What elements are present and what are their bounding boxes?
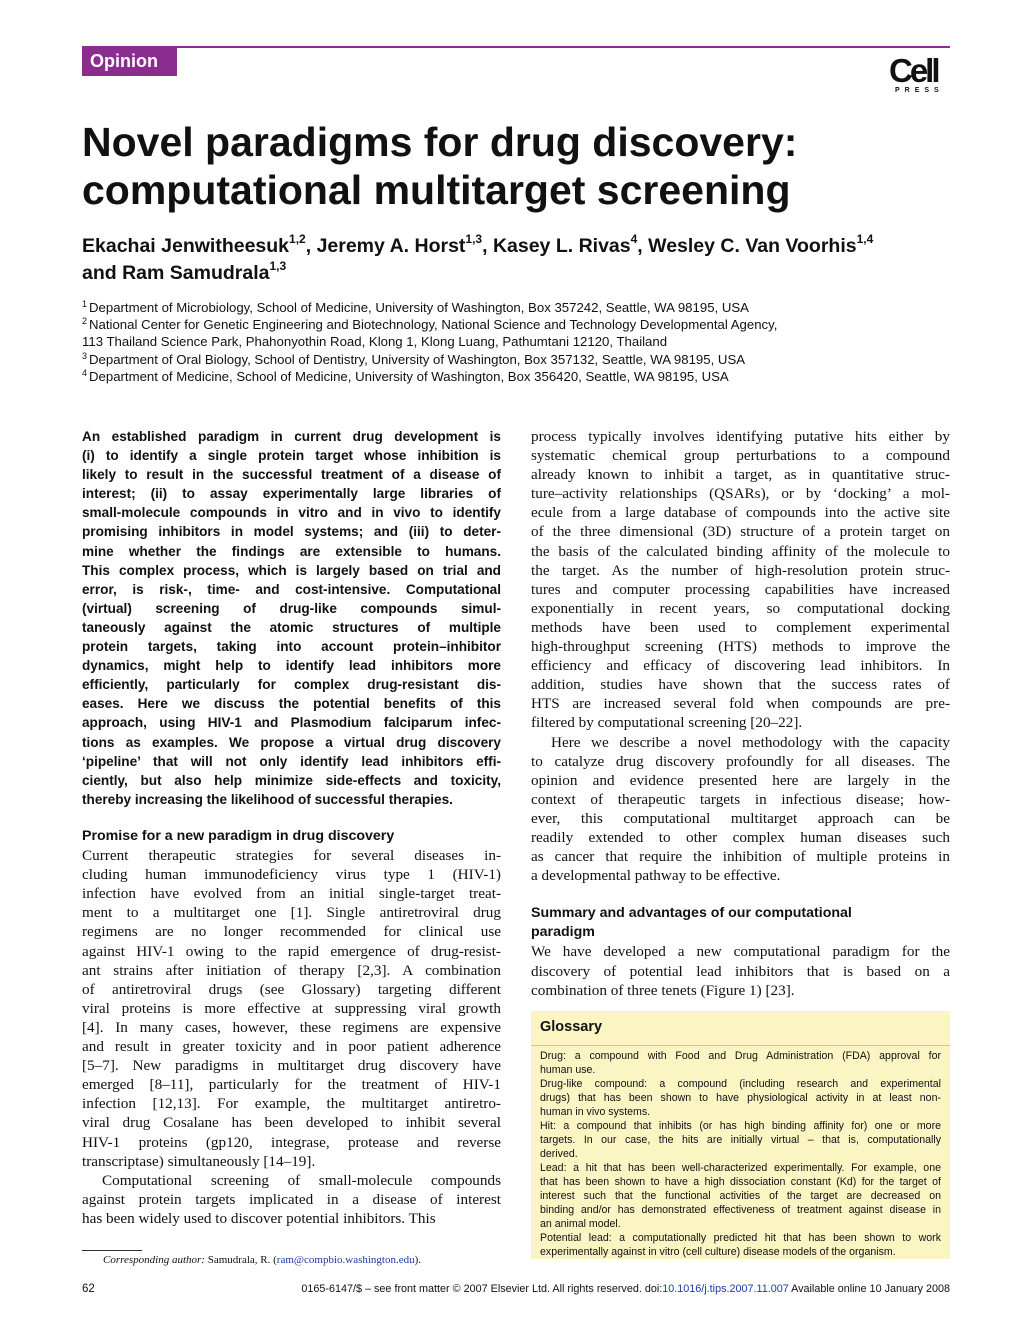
affiliation <box>82 351 962 368</box>
abstract-line: small-molecule compounds in vitro and in vivo to identify <box>82 505 501 521</box>
glossary-line: human use. <box>540 1064 596 1076</box>
abstract-line: protein targets, taking into account protein–inhibitor <box>82 639 501 655</box>
page-number: 62 <box>82 1283 95 1295</box>
logo-sub: PRESS <box>895 87 944 94</box>
body-line: regimens are no longer recommended for clinical use <box>82 923 501 941</box>
body-line: opinion and evidence presented here are largely in the <box>531 771 950 789</box>
logo-word: Cell <box>889 52 938 89</box>
corresponding-email[interactable]: ram@compbio.washington.edu <box>276 1254 415 1266</box>
body-line: and result in greater toxicity and in poor patient adherence <box>82 1038 501 1056</box>
glossary-body <box>540 1049 941 1259</box>
abstract-line: approach, using HIV-1 and Plasmodium falciparum infec- <box>82 715 501 731</box>
author-name: Ekachai Jenwitheesuk <box>82 235 290 257</box>
glossary-line: Lead: a hit that has been well-characterized experimentally. For example, one <box>540 1162 941 1174</box>
copyright: 0165-6147/$ – see front matter © 2007 Elsevier Ltd. All rights reserved. doi: <box>301 1283 663 1295</box>
abstract-line: likely to result in the successful treatment of a disease of <box>82 467 501 483</box>
abstract-line: ciently, but also help minimize side-effects and toxicity, <box>82 772 501 788</box>
body-line: transcriptase) simultaneously [14–19]. <box>82 1152 316 1170</box>
abstract-line: error, is risk-, time- and cost-intensive. Computational <box>82 581 501 597</box>
header-rule <box>82 46 950 48</box>
body-line: ment to a multitarget one [1]. Single antiretroviral drug <box>82 904 501 922</box>
author-line <box>82 260 962 287</box>
affiliation-number: 3 <box>82 350 88 361</box>
body-line: cluding human immunodeficiency virus type 1 (HIV-1) <box>82 866 501 884</box>
body-line: of the three dimensional (3D) structure of a protein target on <box>531 523 950 541</box>
doi-link[interactable]: 10.1016/j.tips.2007.11.007 <box>662 1283 789 1295</box>
corresponding-author: Corresponding author: Samudrala, R. (ram@compbio.washington.edu). <box>103 1254 422 1266</box>
right-column <box>531 427 950 1000</box>
author-affil: 1,3 <box>465 232 483 246</box>
affiliation <box>82 299 962 316</box>
affiliation <box>82 333 962 350</box>
body-line: as cancer that require the inhibition of multiple proteins in <box>531 848 950 866</box>
body-line: combination of three tenets (Figure 1) [23]. <box>531 981 795 999</box>
glossary-line: Drug-like compound: a compound (including research and experimental <box>540 1078 941 1090</box>
body-line: a developmental pathway to be effective. <box>531 867 781 885</box>
section-heading: paradigm <box>531 924 595 941</box>
body-line: discovery of potential lead inhibitors that is based on a <box>531 962 950 980</box>
body-line: emerged [8–11], particularly for the treatment of HIV-1 <box>82 1076 501 1094</box>
abstract-line: promising inhibitors in model systems; and (iii) to deter- <box>82 524 501 540</box>
author-affil: 4 <box>630 232 638 246</box>
body-line: systematic chemical group perturbations to a compound <box>531 447 950 465</box>
available-online: Available online 10 January 2008 <box>791 1283 950 1295</box>
author-list <box>82 233 962 287</box>
glossary-line: Potential lead: a computationally predicted hit that has been shown to work <box>540 1232 941 1244</box>
affiliation <box>82 316 962 333</box>
affiliation-text: Department of Medicine, School of Medicine, University of Washington, Box 356420, Seattle, WA 98195, USA <box>89 368 729 384</box>
abstract-line: interest; (ii) to assay experimentally large libraries of <box>82 486 501 502</box>
abstract-line: An established paradigm in current drug development is <box>82 429 501 444</box>
body-line: exponentially in recent years, so computational docking <box>531 599 950 617</box>
author-affil: 1,3 <box>269 259 287 273</box>
section-heading: Promise for a new paradigm in drug discovery <box>82 828 395 844</box>
body-line: Computational screening of small-molecule compounds <box>102 1171 501 1189</box>
body-line: to catalyze drug discovery profoundly for all diseases. The <box>531 752 950 770</box>
body-line: the target. As the number of high-resolution protein struc- <box>531 561 950 579</box>
abstract-line: taneously against the atomic structures of multiple <box>82 619 501 635</box>
body-line: efficiency and efficacy of discovering lead inhibitors. In <box>531 657 950 675</box>
author-affil: 1,4 <box>856 232 874 246</box>
footer-meta <box>301 1283 950 1295</box>
article-title <box>82 118 942 214</box>
left-body <box>82 846 501 1228</box>
affiliation <box>82 368 962 385</box>
body-line: of antiretroviral drugs (see Glossary) targeting different <box>82 980 501 998</box>
author-affil: 1,2 <box>289 232 306 246</box>
body-line: HTS are increased several fold when compounds are pre- <box>531 695 950 713</box>
right-body <box>531 427 950 885</box>
glossary-line: an animal model. <box>540 1218 621 1230</box>
body-line: has been widely used to discover potential inhibitors. This <box>82 1209 436 1227</box>
body-line: readily extended to other complex human diseases such <box>531 828 950 846</box>
author-line: Ekachai Jenwitheesuk$^{1,2}$, Jeremy A. Horst$^{1,3}$, Kasey L. Rivas$^4$, Wesley C. Van Voorhis$^{1,4}$ <box>82 232 874 257</box>
glossary-line: derived. <box>540 1148 578 1160</box>
glossary-line: targets. In our case, the hits are initially virtual – that is, computationally <box>540 1134 941 1146</box>
body-line: ever, this computational multitarget approach can be <box>531 809 950 827</box>
glossary-heading: Glossary <box>540 1019 603 1035</box>
body-line: ant strains after initiation of therapy [2,3]. A combination <box>82 961 501 979</box>
glossary-line: that has been shown to have a high dissociation constant (Kd) for the target of <box>540 1176 941 1188</box>
body-line: infection have evolved from an initial single-target treat- <box>82 885 501 903</box>
glossary-line: human in vivo systems. <box>540 1106 651 1118</box>
author-conjunction: and <box>82 262 123 284</box>
abstract-line: ‘pipeline’ that will not only identify lead inhibitors effi- <box>82 753 501 769</box>
body-line: addition, studies have shown that the success rates of <box>531 676 950 694</box>
affiliation-text: 113 Thailand Science Park, Phahonyothin Road, Klong 1, Klong Luang, Pathumtani 12120, Thailand <box>82 334 668 350</box>
author-name: Kasey L. Rivas <box>492 235 631 257</box>
abstract-line: (virtual) screening of drug-like compounds simul- <box>82 600 501 616</box>
body-line: ture–activity relationships (QSARs), or by ‘docking’ a mol- <box>531 485 950 503</box>
body-line: viral proteins is more effective at suppressing viral growth <box>82 999 501 1017</box>
body-line: process typically involves identifying putative hits either by <box>531 428 950 445</box>
section-heading: Summary and advantages of our computational <box>531 905 852 922</box>
affiliations <box>82 299 962 385</box>
author-name: Jeremy A. Horst <box>316 235 466 257</box>
affiliation-text: National Center for Genetic Engineering and Biotechnology, National Science and Technology Developmental Agency, <box>89 317 778 333</box>
abstract-line: (i) to identify a single protein target whose inhibition is <box>82 448 501 464</box>
body-line: Current therapeutic strategies for several diseases in- <box>82 847 501 865</box>
body-line: viral drug Cosalane has been developed to inhibit several <box>82 1114 501 1132</box>
section-tab: Opinion <box>82 46 177 76</box>
affiliation-number: 2 <box>82 316 88 327</box>
body-line: the basis of the calculated binding affinity of the molecule to <box>531 542 950 560</box>
body-line: tures and computer processing capabilities have increased <box>531 580 950 598</box>
corresponding-name: Samudrala, R. <box>207 1254 271 1266</box>
title-line: Novel paradigms for drug discovery: <box>82 119 798 165</box>
abstract-line: tions as examples. We propose a virtual drug discovery <box>82 734 501 750</box>
abstract-line: dynamics, might help to identify lead inhibitors more <box>82 658 501 674</box>
glossary-line: binding and/or has demonstrated effectiveness of treatment against disease in <box>540 1204 941 1216</box>
glossary-line: Drug: a compound with Food and Drug Administration (FDA) approval for <box>540 1050 941 1062</box>
affiliation-number: 4 <box>82 367 88 378</box>
affiliation-text: Department of Oral Biology, School of Dentistry, University of Washington, Box 357132, Seattle, WA 98195, USA <box>89 351 746 367</box>
abstract-line: eases. Here we discuss the potential benefits of this <box>82 696 501 712</box>
abstract <box>82 427 501 809</box>
body-line: filtered by computational screening [20–22]. <box>531 714 803 732</box>
body-line: against protein targets implicated in a disease of interest <box>82 1190 501 1208</box>
body-line: methods have been used to complement experimental <box>531 618 950 636</box>
body-line: against HIV-1 owing to the rapid emergence of drug-resist- <box>82 942 501 960</box>
body-line: We have developed a new computational paradigm for the <box>531 943 950 961</box>
right-body-2 <box>531 942 950 999</box>
body-line: ecule from a large database of compounds into the active site <box>531 504 950 522</box>
left-column <box>82 827 501 1228</box>
body-line: already known to inhibit a target, as in quantitative struc- <box>531 466 950 484</box>
body-line: [4]. In many cases, however, these regimens are expensive <box>82 1018 501 1036</box>
glossary-line: Hit: a compound that inhibits (or has high binding affinity for) one or more <box>540 1120 941 1132</box>
abstract-line: efficiently, particularly for complex drug-resistant dis- <box>82 677 501 693</box>
body-line: infection [12,13]. For example, the multitarget antiretro- <box>82 1095 501 1113</box>
glossary-rule <box>531 1045 950 1046</box>
abstract-line: thereby increasing the likelihood of successful therapies. <box>82 791 453 807</box>
affiliation-number: 1 <box>82 299 88 309</box>
affiliation-text: Department of Microbiology, School of Medicine, University of Washington, Box 357242, Seattle, WA 98195, USA <box>89 300 749 315</box>
glossary-line: interest such that the functional activities of the target are decreased on <box>540 1190 941 1202</box>
corresponding-label: Corresponding author: <box>103 1254 205 1266</box>
footnote-rule <box>82 1250 142 1251</box>
title-line: computational multitarget screening <box>82 167 791 213</box>
body-line: high-throughput screening (HTS) methods to improve the <box>531 638 950 656</box>
abstract-line: This complex process, which is largely based on trial and <box>82 562 501 578</box>
glossary-box <box>531 1011 950 1259</box>
glossary-line: experimentally against in vitro (cell culture) disease models of the organism. <box>540 1246 896 1258</box>
author-name: Wesley C. Van Voorhis <box>648 235 857 257</box>
cell-press-logo <box>889 54 951 96</box>
body-line: Here we describe a novel methodology with the capacity <box>551 733 950 751</box>
author-name: Ram Samudrala <box>122 262 270 284</box>
body-line: context of therapeutic targets in infectious disease; how- <box>531 790 950 808</box>
body-line: [5–7]. New paradigms in multitarget drug discovery have <box>82 1057 501 1075</box>
body-line: HIV-1 proteins (gp120, integrase, protease and reverse <box>82 1133 501 1151</box>
abstract-line: mine whether the findings are extensible to humans. <box>82 543 501 559</box>
glossary-line: drugs) that has been shown to have physiological activity in at least non- <box>540 1092 941 1104</box>
